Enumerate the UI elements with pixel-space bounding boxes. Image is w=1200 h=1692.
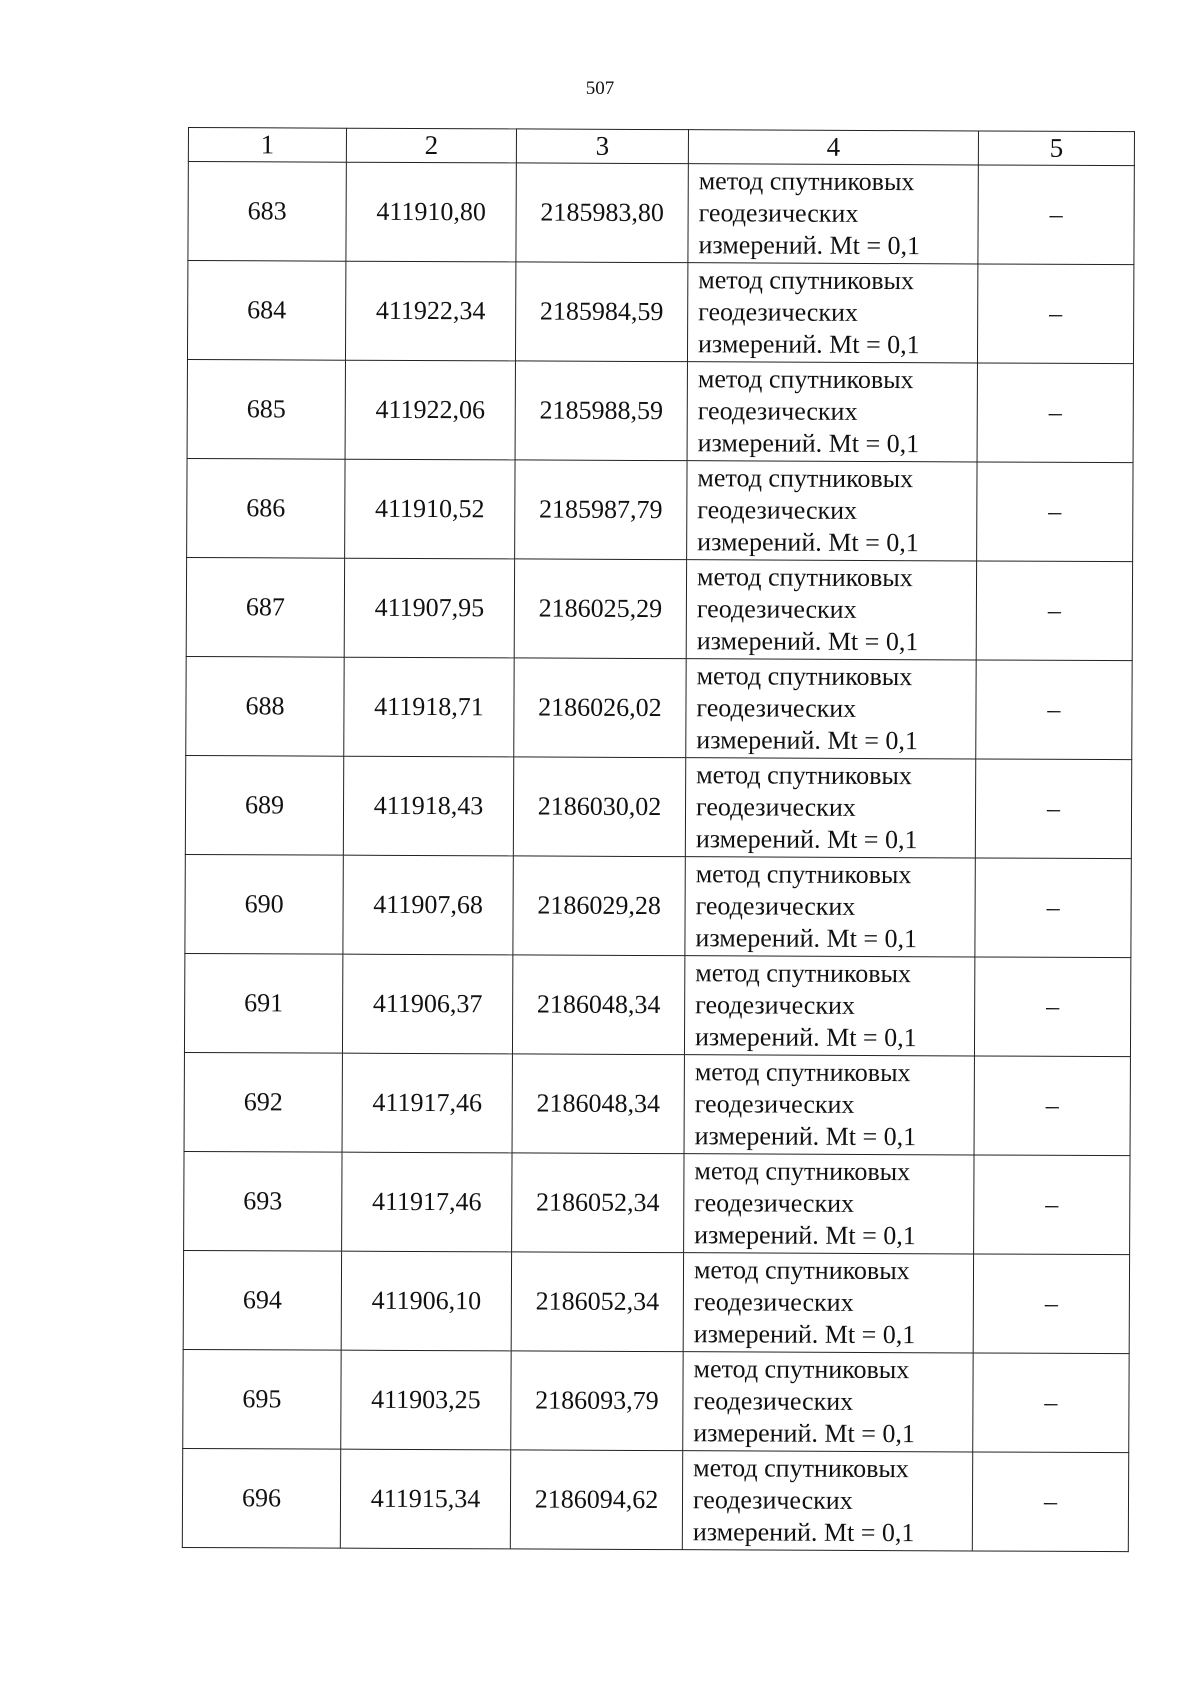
method-line: геодезических: [697, 495, 858, 525]
table-body: [182, 162, 1134, 1552]
point-number: 685: [187, 359, 345, 459]
table-row: [184, 953, 1130, 1056]
method-cell: [685, 857, 975, 957]
method-line: метод спутниковых: [696, 760, 912, 791]
method-line: метод спутниковых: [698, 265, 915, 296]
header-col-3: 3: [516, 129, 688, 164]
method-cell: [684, 1055, 974, 1155]
table-row: [186, 557, 1132, 660]
note-cell: –: [973, 1353, 1129, 1453]
coordinate-y: 2186029,28: [513, 856, 685, 956]
header-col-4: 4: [688, 130, 978, 165]
coordinates-table: [182, 127, 1135, 1552]
method-line: геодезических: [696, 693, 857, 723]
point-number: 691: [184, 953, 342, 1053]
method-line: измерений. Mt = 0,1: [697, 428, 920, 459]
coordinate-x: 411906,10: [341, 1251, 511, 1351]
coordinate-x: 411903,25: [341, 1350, 511, 1450]
method-cell: [683, 1352, 973, 1452]
method-line: метод спутниковых: [697, 463, 914, 494]
table-row: [187, 261, 1133, 364]
method-line: измерений. Mt = 0,1: [696, 626, 919, 657]
note-cell: –: [974, 957, 1130, 1057]
point-number: 684: [187, 261, 345, 361]
coordinate-y: 2185984,59: [515, 262, 687, 362]
method-cell: [683, 1253, 973, 1353]
method-line: геодезических: [694, 1089, 855, 1119]
note-cell: –: [976, 660, 1132, 760]
note-cell: –: [978, 165, 1134, 265]
coordinate-x: 411922,34: [345, 261, 515, 361]
method-line: метод спутниковых: [698, 166, 915, 197]
method-cell: [684, 1154, 974, 1254]
method-cell: [687, 362, 977, 462]
coordinate-x: 411907,95: [344, 558, 514, 658]
coordinate-x: 411910,80: [346, 162, 516, 262]
method-line: измерений. Mt = 0,1: [696, 725, 919, 756]
header-row: [188, 128, 1134, 166]
method-line: геодезических: [698, 297, 858, 327]
method-line: измерений. Mt = 0,1: [695, 824, 918, 855]
method-cell: [687, 263, 977, 363]
point-number: 687: [186, 557, 344, 657]
point-number: 686: [187, 458, 345, 558]
method-line: геодезических: [692, 1485, 853, 1515]
point-number: 695: [183, 1349, 341, 1449]
method-cell: [684, 956, 974, 1056]
table-row: [186, 656, 1132, 759]
point-number: 690: [185, 854, 343, 954]
coordinate-y: 2185988,59: [515, 361, 687, 461]
method-line: метод спутниковых: [694, 1057, 911, 1088]
note-cell: –: [972, 1452, 1128, 1552]
method-line: геодезических: [696, 594, 857, 624]
method-line: измерений. Mt = 0,1: [698, 230, 921, 261]
method-line: измерений. Mt = 0,1: [692, 1517, 915, 1548]
coordinate-y: 2186048,34: [512, 955, 684, 1055]
method-line: измерений. Mt = 0,1: [697, 329, 920, 360]
method-cell: [688, 164, 978, 264]
method-cell: [686, 560, 976, 660]
method-line: метод спутниковых: [694, 1156, 911, 1187]
method-line: геодезических: [693, 1287, 854, 1317]
coordinate-y: 2185983,80: [516, 163, 688, 263]
table-row: [183, 1349, 1129, 1452]
note-cell: –: [977, 264, 1133, 364]
header-col-2: 2: [346, 128, 516, 163]
point-number: 692: [184, 1052, 342, 1152]
table-row: [187, 359, 1133, 462]
method-line: измерений. Mt = 0,1: [695, 923, 918, 954]
table-row: [183, 1250, 1129, 1353]
point-number: 688: [186, 656, 344, 756]
note-cell: –: [973, 1254, 1129, 1354]
method-line: метод спутниковых: [693, 1354, 910, 1385]
note-cell: –: [977, 462, 1133, 562]
table-row: [185, 755, 1131, 858]
note-cell: –: [974, 1155, 1130, 1255]
point-number: 696: [182, 1448, 340, 1548]
coordinate-y: 2186048,34: [512, 1054, 684, 1154]
note-cell: –: [975, 858, 1131, 958]
method-cell: [685, 758, 975, 858]
method-line: метод спутниковых: [696, 661, 913, 692]
table-row: [184, 1151, 1130, 1254]
coordinate-y: 2186052,34: [512, 1153, 684, 1253]
coordinate-x: 411910,52: [345, 459, 515, 559]
note-cell: –: [975, 759, 1131, 859]
note-cell: –: [976, 561, 1132, 661]
coordinate-y: 2186093,79: [511, 1351, 683, 1451]
method-cell: [686, 659, 976, 759]
method-line: метод спутниковых: [696, 562, 913, 593]
coordinate-x: 411906,37: [342, 954, 512, 1054]
point-number: 683: [188, 162, 346, 262]
table-row: [184, 1052, 1130, 1155]
coordinate-y: 2186030,02: [513, 757, 685, 857]
note-cell: –: [977, 363, 1133, 463]
coordinate-y: 2186094,62: [510, 1450, 682, 1550]
point-number: 693: [184, 1151, 342, 1251]
table-row: [185, 854, 1131, 957]
table-row: [188, 162, 1134, 265]
coordinate-y: 2186026,02: [514, 658, 686, 758]
header-col-1: 1: [188, 128, 346, 163]
coordinate-x: 411918,43: [343, 756, 513, 856]
method-cell: [687, 461, 977, 561]
method-line: измерений. Mt = 0,1: [694, 1121, 917, 1152]
method-line: метод спутниковых: [695, 958, 912, 989]
coordinate-y: 2186052,34: [511, 1252, 683, 1352]
method-cell: [682, 1451, 972, 1551]
method-line: геодезических: [695, 990, 855, 1020]
method-line: геодезических: [694, 1188, 855, 1218]
page-number: 507: [585, 78, 615, 99]
note-cell: –: [974, 1056, 1130, 1156]
coordinate-x: 411922,06: [345, 360, 515, 460]
method-line: геодезических: [698, 198, 859, 228]
coordinate-x: 411915,34: [340, 1449, 510, 1549]
method-line: метод спутниковых: [695, 859, 912, 890]
method-line: измерений. Mt = 0,1: [693, 1319, 916, 1350]
method-line: геодезических: [695, 792, 856, 822]
table-row: [182, 1448, 1128, 1551]
table-row: [187, 458, 1133, 561]
point-number: 694: [183, 1250, 341, 1350]
method-line: измерений. Mt = 0,1: [694, 1022, 917, 1053]
method-line: измерений. Mt = 0,1: [693, 1418, 915, 1449]
method-line: метод спутниковых: [693, 1453, 909, 1484]
table-header: [188, 128, 1134, 166]
coordinate-x: 411918,71: [344, 657, 514, 757]
method-line: геодезических: [693, 1386, 854, 1416]
method-line: метод спутниковых: [693, 1255, 910, 1286]
coordinate-x: 411917,46: [342, 1152, 512, 1252]
method-line: метод спутниковых: [697, 364, 914, 395]
coordinate-x: 411917,46: [342, 1053, 512, 1153]
method-line: измерений. Mt = 0,1: [694, 1220, 916, 1251]
point-number: 689: [185, 755, 343, 855]
coordinate-x: 411907,68: [343, 855, 513, 955]
coordinate-y: 2186025,29: [514, 559, 686, 659]
method-line: геодезических: [697, 396, 858, 426]
coordinate-y: 2185987,79: [515, 460, 687, 560]
method-line: измерений. Mt = 0,1: [697, 527, 919, 558]
header-col-5: 5: [978, 131, 1134, 166]
method-line: геодезических: [695, 891, 856, 921]
